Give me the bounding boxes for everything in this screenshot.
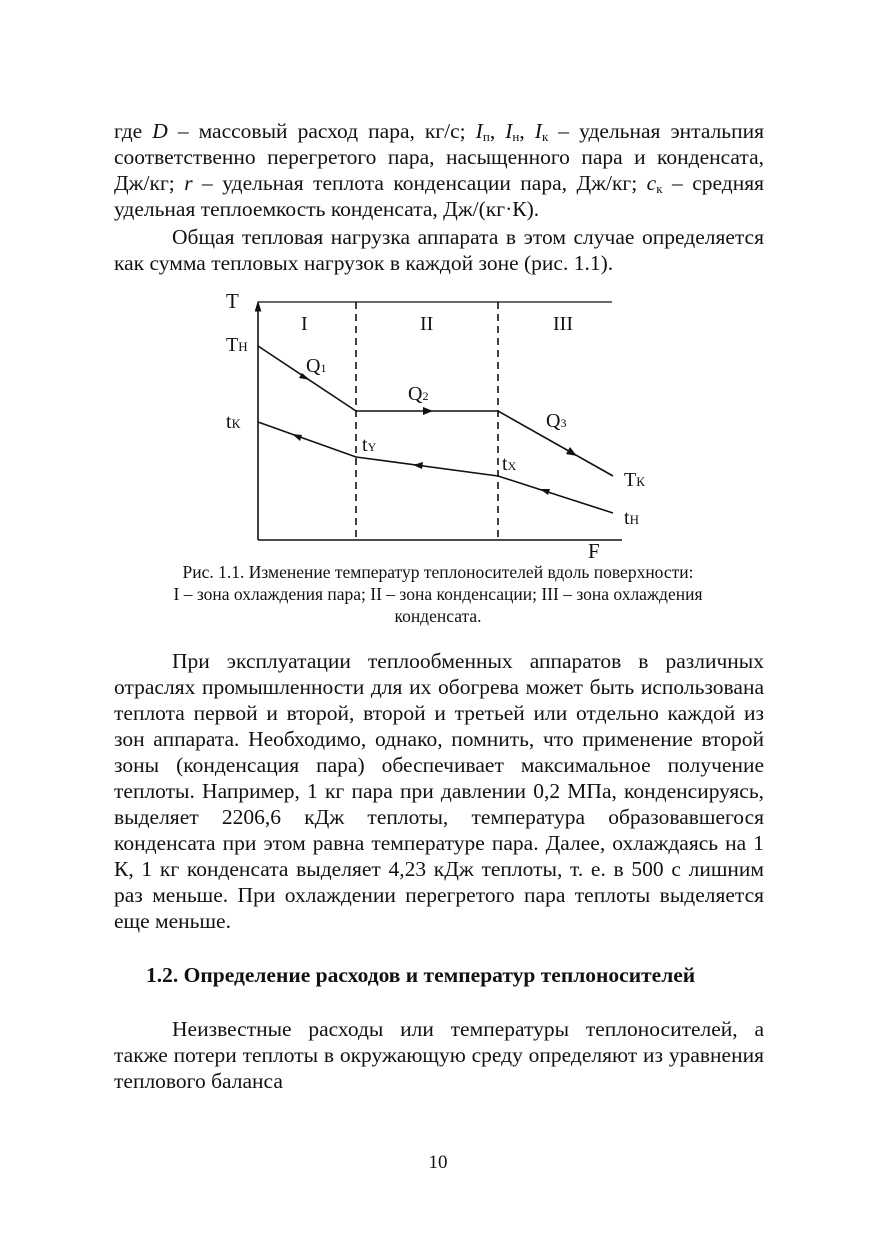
paragraph-total-load: Общая тепловая нагрузка аппарата в этом случае определяется как сумма тепловых нагрузок в каждой зоне (рис. 1.1). [114, 225, 764, 275]
paragraph-1-segment: – массовый расход пара, кг/с; [167, 119, 476, 143]
x-axis-label: F [588, 539, 600, 560]
zone-label-3: III [553, 313, 573, 335]
paragraph-1-segment: I [534, 119, 542, 143]
paragraph-1-segment: , [489, 119, 506, 143]
label-Q1: Q1 [306, 355, 327, 377]
paragraph-1-segment: D [152, 119, 168, 143]
paragraph-1-segment: I [475, 119, 483, 143]
arrow-cold-3 [540, 489, 550, 495]
paragraph-1-segment: – удельная энтальпия соответственно перегретого пара, насыщенного пара и конденсата, Дж/кг; [114, 119, 765, 195]
label-T-h: TН [226, 334, 248, 356]
label-T-k: TК [624, 469, 645, 491]
caption-line-2: I – зона охлаждения пара; II – зона конденсации; III – зона охлаждения [173, 584, 703, 604]
arrow-q3 [566, 447, 577, 456]
figure-caption [100, 561, 776, 627]
paragraph-1-segment: к [656, 181, 663, 196]
temperature-diagram [210, 288, 650, 560]
label-Q3: Q3 [546, 410, 567, 432]
paragraph-1-segment: – удельная теплота конденсации пара, Дж/кг; [192, 171, 647, 195]
paragraph-1-segment: , [519, 119, 535, 143]
section-heading: 1.2. Определение расходов и температур теплоносителей [146, 963, 696, 987]
y-axis-label: T [226, 289, 239, 313]
arrow-cold-1 [292, 434, 302, 441]
paragraph-1-segment: c [646, 171, 657, 195]
paragraph-definitions [114, 118, 764, 222]
paragraph-1-segment: r [184, 171, 193, 195]
label-t-y: tY [362, 434, 377, 456]
cold-stream-line [258, 422, 613, 513]
paragraph-heat-balance: Неизвестные расходы или температуры теплоносителей, а также потери теплоты в окружающую среду определяют из уравнения теплового баланса [114, 1017, 764, 1093]
zone-label-2: II [420, 313, 434, 335]
arrow-cold-2 [413, 462, 423, 469]
arrow-q2 [423, 407, 433, 415]
label-t-h: tН [624, 507, 639, 529]
zone-label-1: I [301, 313, 308, 335]
paragraph-1-segment: I [505, 119, 513, 143]
paragraph-1-segment: п [482, 129, 490, 144]
page-number: 10 [428, 1152, 448, 1173]
paragraph-1-segment: где [114, 119, 153, 143]
paragraph-1-segment: к [541, 129, 549, 144]
caption-line-1: Рис. 1.1. Изменение температур теплоносителей вдоль поверхности: [182, 562, 694, 582]
label-t-k: tК [226, 411, 241, 433]
caption-line-3: конденсата. [394, 606, 482, 626]
paragraph-1-segment: – средняя удельная теплоемкость конденсата, Дж/(кг·К). [114, 171, 764, 221]
label-t-x: tX [502, 453, 517, 475]
label-Q2: Q2 [408, 383, 429, 405]
paragraph-1-segment: н [512, 129, 520, 144]
paragraph-exploitation: При эксплуатации теплообменных аппаратов в различных отраслях промышленности для их обогрева может быть использована теплота первой и второй, второй и третьей или отдельно каждой из зон аппарата. Необходимо, однако, помнить, что применение второй зоны (конденсация пара) обеспечивает максимальное получение теплоты. Например, 1 кг пара при давлении 0,2 МПа, конденсируясь, выделяет 2206,6 кДж теплоты, температура образовавшегося конденсата при этом равна температуре пара. Далее, охлаждаясь на 1 К, 1 кг конденсата выделяет 4,23 кДж теплоты, т. е. в 500 с лишним раз меньше. При охлаждении перегретого пара теплоты выделяется еще меньше. [114, 649, 764, 933]
figure-1-1 [210, 288, 650, 566]
